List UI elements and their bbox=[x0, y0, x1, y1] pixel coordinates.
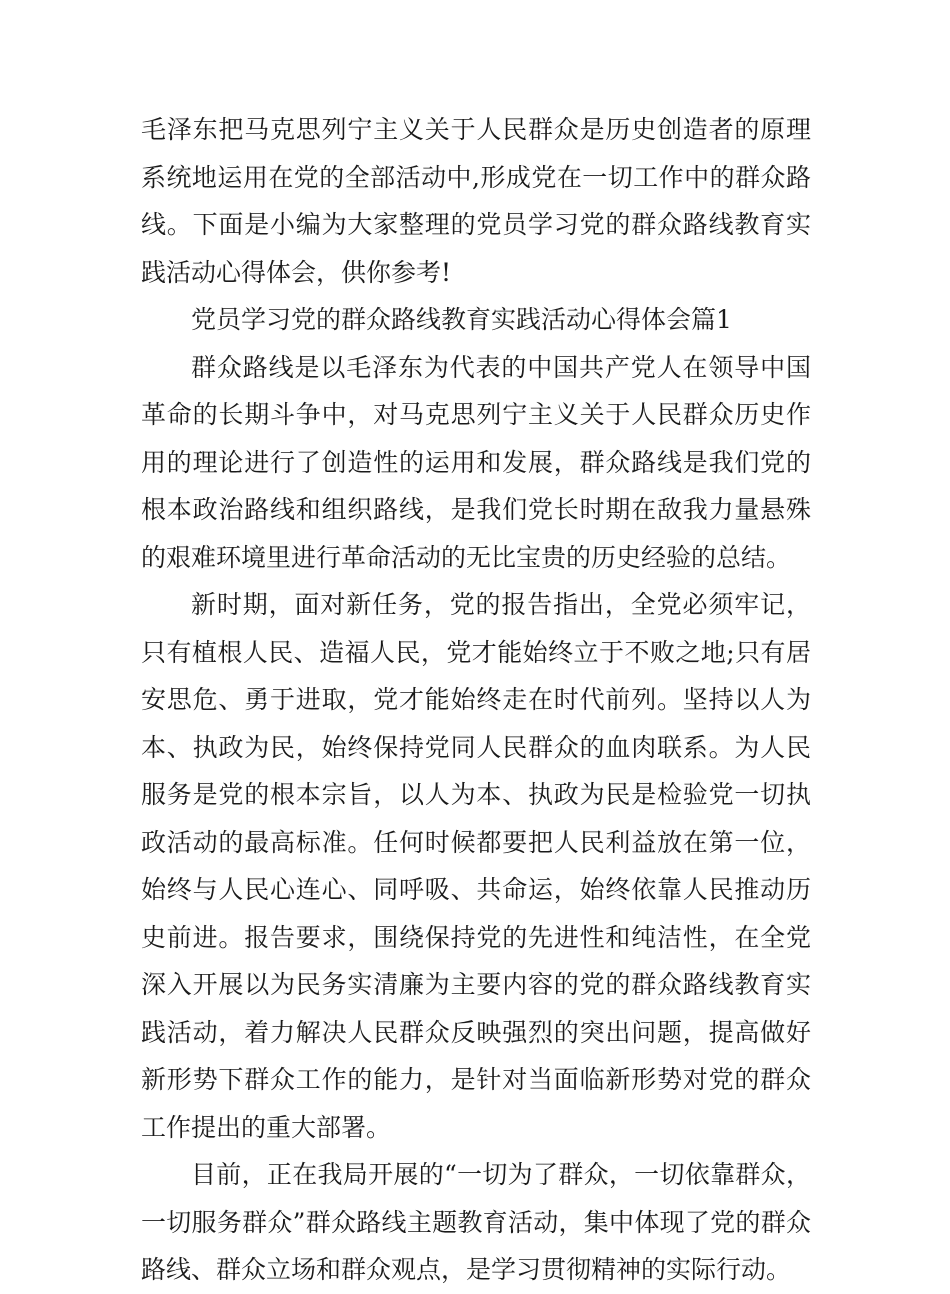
body-paragraph-3: 目前，正在我局开展的“一切为了群众，一切依靠群众，一切服务群众”群众路线主题教育活动，集中体现了党的群众路线、群众立场和群众观点，是学习贯彻精神的实际行动。 bbox=[141, 1160, 811, 1284]
section-heading: 党员学习党的群众路线教育实践活动心得体会篇1 bbox=[191, 305, 732, 334]
document-body bbox=[141, 106, 811, 1294]
body-paragraph-2: 新时期，面对新任务，党的报告指出，全党必须牢记，只有植根人民、造福人民，党才能始终立于不败之地;只有居安思危、勇于进取，党才能始终走在时代前列。坚持以人为本、执政为民，始终保持党同人民群众的血肉联系。为人民服务是党的根本宗旨，以人为本、执政为民是检验党一切执政活动的最高标准。任何时候都要把人民利益放在第一位，始终与人民心连心、同呼吸、共命运，始终依靠人民推动历史前进。报告要求，围绕保持党的先进性和纯洁性，在全党深入开展以为民务实清廉为主要内容的党的群众路线教育实践活动，着力解决人民群众反映强烈的突出问题，提高做好新形势下群众工作的能力，是针对当面临新形势对党的群众工作提出的重大部署。 bbox=[141, 590, 811, 1142]
body-paragraph-1: 群众路线是以毛泽东为代表的中国共产党人在领导中国革命的长期斗争中，对马克思列宁主义关于人民群众历史作用的理论进行了创造性的运用和发展，群众路线是我们党的根本政治路线和组织路线，是我们党长时期在敌我力量悬殊的艰难环境里进行革命活动的无比宝贵的历史经验的总结。 bbox=[141, 352, 811, 572]
intro-paragraph: 毛泽东把马克思列宁主义关于人民群众是历史创造者的原理系统地运用在党的全部活动中,形成党在一切工作中的群众路线。下面是小编为大家整理的党员学习党的群众路线教育实践活动心得体会，供你参考! bbox=[141, 115, 811, 287]
